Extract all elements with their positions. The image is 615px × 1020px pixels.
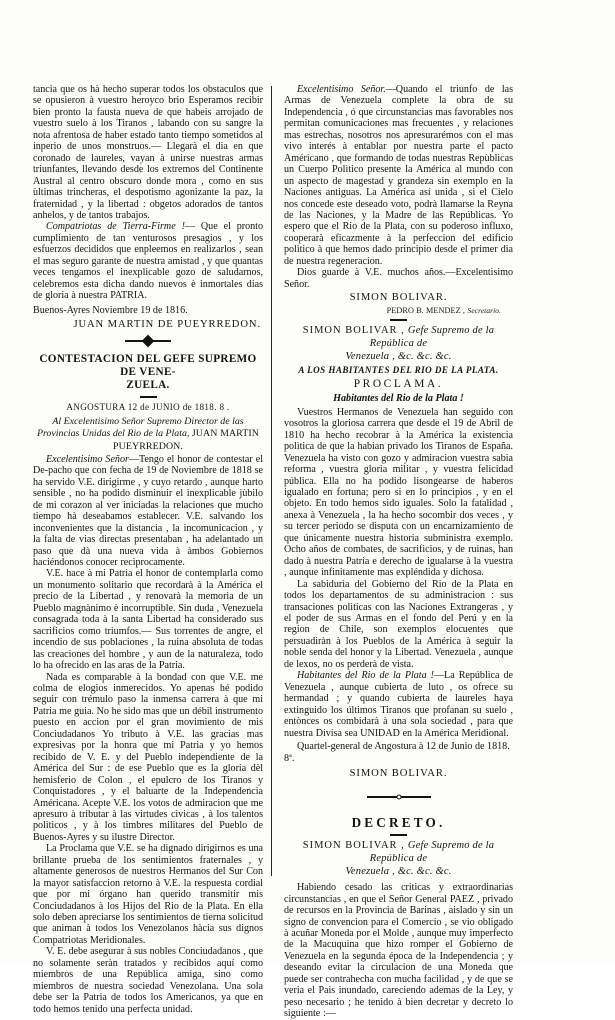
dateline-buenos-ayres: Buenos-Ayres Noviembre 19 de 1816. bbox=[33, 304, 188, 316]
salutation-habitantes: Habitantes del Rio de la Plata ! bbox=[333, 393, 464, 405]
title-bolivar-role-1: Gefe Supremo de la República de bbox=[369, 325, 495, 350]
heading-a-los-habitantes: A LOS HABITANTES DEL RIO DE LA PLATA. bbox=[298, 365, 499, 376]
decreto-bolivar-role-1: Gefe Supremo de la República de bbox=[369, 840, 495, 865]
left-column bbox=[0, 84, 271, 1015]
paragraph-ve-debe-asegurar: V. E. debe asegurar à sus nobles Conciudadanos , que no solamente seràn tratados y recibidos aquí como miembros de una República amiga, sino como miembros de nuestra sociedad Venezolana. Una sola debe ser la Patria de todos los Americanos, ya que en todo hemos tenido una perfecta unidad. bbox=[33, 946, 263, 1015]
paragraph-dios-guarde: Dios guarde à V.E. muchos años.—Excelentìsimo Señor. bbox=[284, 267, 513, 290]
inline-lead-excelentisimo: Excelentisimo Señor bbox=[46, 453, 129, 465]
two-column-layout bbox=[0, 84, 615, 1020]
addressee-line2: Unidas del Rio de la Plata, bbox=[81, 428, 190, 440]
paragraph-ve-hace: V.E. hace à mi Patria el honor de contemplarla como un monumento solitario que recordarà à la América el precio de la Libertad , y renovarà la memoria de un Pueblo magnànimo è incorruptible. Sin duda , Venezuela consagrada toda à la santa Libertad ha considerado sus sacrificios como triumfos.— Sus torrentes de angre, el incendio de sus poblaciones , la ruina absoluta de todas las creaciones del hombre , y aun de la naturaleza, todo lo ha ofrecido en las aras de la Patria. bbox=[33, 568, 263, 672]
section-title-line2: ZUELA. bbox=[126, 379, 170, 392]
angostura-dateline: ANGOSTURA 12 de JUNIO de 1818. 8 . bbox=[66, 402, 230, 413]
paragraph-la-sabiduria: La sabidurìa del Gobierno del Rio de la Plata en todos los departamentos de su administracion : sus transaciones polìticas con las Naciones Extrangeras , y el poder de sus Armas en el fondo del Perú y en la region de Chile, son exemplos elocuentes que persuadiràn à los Pueblos de la América à seguir la noble senda del honor y la Libertad. Venezuela , aunque de lexos, no os perderà de vista. bbox=[284, 578, 513, 670]
decreto-bolivar-name: SIMON BOLIVAR , bbox=[302, 840, 405, 852]
inline-lead-compatriotas: Compatriotas de Tierra-Firme ! bbox=[46, 221, 185, 233]
inline-lead-habitantes: Habitantes del Rio de la Plata ! bbox=[297, 670, 434, 682]
title-bolivar-name: SIMON BOLIVAR , bbox=[302, 325, 405, 337]
heading-proclama: PROCLAMA. bbox=[353, 378, 444, 391]
paragraph-quando-el-triunfo bbox=[284, 84, 513, 267]
addressee-block bbox=[33, 416, 263, 453]
secretary-name: PEDRO B. MENDEZ , bbox=[386, 306, 465, 316]
paragraph-tengo-el-honor bbox=[33, 454, 263, 569]
secretary-role: Secretario. bbox=[467, 306, 501, 316]
paragraph-tengo-el-honor-text: —Tengo el honor de contestar el De-pacho que con fecha de 19 de Noviembre de 1818 se ha servido V.E. dirigirme , y cuyo retardo , aunque harto sensible , no ha podido disminuir el inexplicable jùbilo de mi corazon al ver iniciadas la relaciones que mucho tiempo hà deseabamos establecer. V.E. salvando los inconvenientes que la distancia , la incomunicacion , y la falta de vias directas presentaban , ha adelantado un paso que dà una nueva vida à àmbos Gobiernos haciéndonos conocer recìprocamente. bbox=[33, 453, 264, 568]
addressee-name: JUAN MARTIN PUEYRREDON. bbox=[113, 428, 260, 452]
signature-pueyrredon: JUAN MARTIN DE PUEYRREDON. bbox=[73, 318, 261, 330]
paragraph-nada-es-comparable: Nada es comparable à la bondad con que V.E. me colma de elogios inmerecidos. Yo apenas hé podido seguir con trémulo paso la inmensa carrera à que mi Patria me guia. No he sido mas que un débil instrumento puesto en accion por el gran movimiento de mis Conciudadanos Yo tributo à V.E. las gracias mas expresivas por la honra que mi Patria y yo hemos recibido de V. E. y del Pueblo independiente de la América del Sur : de ese Pueblo que es la gloria dèl hemisferio de Colon , el epulcro de los Tiranos y Conquistadores , y el baluarte de la Independencia Américana. Acepte V.E. los votos de admiracion que me apresuro à tributar à las virtudes cìvicas , à los talentos polìticos , y à los timbres militares del Pueblo de Buenos-Ayres y su ilustre Director. bbox=[33, 671, 263, 843]
secretary-line bbox=[284, 305, 513, 316]
heading-decreto: DECRETO. bbox=[351, 814, 446, 830]
paragraph-compatriotas-text: — Que el pronto cumplimiento de tan venturosos presagios , y los esfuerzos decididos que enpleemos en realizarlos , sean el mas seguro garante de nuestra amistad , y que quantas veces tengamos el inexplicable gozo de saludarnos, celebremos esta dicha dando nuevos è inmortales dias de gloria à nuestra PATRIA. bbox=[33, 221, 263, 302]
paragraph-compatriotas bbox=[33, 221, 263, 301]
right-column bbox=[272, 84, 543, 1020]
signature-bolivar-2: SIMON BOLIVAR. bbox=[349, 767, 448, 779]
title-bolivar-role-2: Venezuela , &c. &c. &c. bbox=[345, 351, 452, 363]
title-bolivar-republica bbox=[284, 324, 513, 363]
decreto-title-bolivar bbox=[284, 839, 513, 878]
decreto-bolivar-role-2: Venezuela , &c. &c. &c. bbox=[345, 866, 452, 878]
paragraph-habitantes-republica bbox=[284, 670, 513, 739]
paragraph-vuestros-hermanos: Vuestros Hermanos de Venezuela han seguido con vosotros la gloriosa carrera que desde el 19 de Abril de 1810 ha hecho recobrar à la América la existencia polìtica de que la habian privado los Tiranos de España. Venezuela ha visto con gozo y admiracion vuestra sabia reforma , vuestra gloria militar , y vuestra felicidad pública. Ella no ha podido lisongearse de haberos igualado en fortuna; pero si en lo principios , y en el objeto. En todo hemos sido iguales. Solo la fatalidad , anexa à Venezuela , la ha hecho socombir dos veces , y su tercer periodo se disputa con un encarnizamiento de que únicamente nuestra historia subministra exemplo. Ocho años de combates, de sacrificios, y de ruinas, han dado à nuestra Patria e derecho de igualarse à la vuestra , aunque infinitamente mas expléndida y dichosa. bbox=[284, 406, 513, 579]
paragraph-quando-el-triunfo-text: —Quando el triunfo de las Armas de Venezuela complete la obra de su Independencia , ó que circunstancias mas favorables nos permitan comunicaciones mas frecuentes , y relaciones mas estrechas, nosotros nos apresurarémos con el mas vivo interés à entablar por nuestra parte el pacto Américano , que formando de todas nuestras Repùblicas un Cuerpo Polìtico presente la América al mundo con un aspecto de magestad y grandeza sin exemplo en la Naciones antiguas. La América así unida , si el Cielo nos concede este deseado voto, podrà llamarse la Reyna de las Naciones, y la Madre de las Repúblicas. Yo espero que el Rio de la Plata, con su poderoso influxo, cooperarà eficazmente à la perfeccion del edificio polìtico à que hemos dado principio desde el primer dia de nuestra regeneracion. bbox=[284, 84, 513, 267]
paragraph-habitantes-republica-text: —La República de Venezuela , aunque cubierta de luto , os ofrece su hermandad ; y quando cubierta de laureles haya extinguido los últimos Tiranos que profanan su suelo , entònces os combidarà à una sola sociedad , para que nuestra Divisa sea UNIDAD en la América Meridional. bbox=[284, 670, 513, 739]
short-rule-divider bbox=[140, 396, 157, 398]
section-title-contestacion bbox=[33, 353, 263, 393]
circle-ornament-icon bbox=[284, 786, 513, 808]
signature-bolivar-1: SIMON BOLIVAR. bbox=[349, 292, 448, 304]
short-rule-divider-2 bbox=[390, 319, 407, 321]
paragraph-habiendo-cesado: Habiendo cesado las criticas y extraordinarias circunstancias , en que el Señor General PAEZ , privado de recursos en la Provincia de Barinas , aislado y sin un signo de convencion para el Comercio , se vio obligado à acuñar Moneda por el Molde , aunque muy imperfecto de la Macuquina que hizo romper el Gobierno de Venezuela en la segunda época de la Independencia ; y deseando evitar la circulacion de una Moneda que puede ser contrahecha con mucha facilidad , y de que se veria el Pais inundado, careciendo ademas de la Ley, y peso necesario ; he tenido à bien decretar y decreto lo siguiente :— bbox=[284, 882, 513, 1020]
diamond-ornament-icon bbox=[33, 333, 263, 349]
quartel-general-dateline: Quartel-general de Angostura à 12 de Junio de 1818. 8ª. bbox=[284, 740, 510, 765]
paragraph-continuation: tancia que os hà hecho superar todos los obstaculos que se opusieron à vuestro heroyco brio Esperamos recibir bien pronto la fausta nueva de que habeis arrojado de vuestro suelo à los Tiranos , labando con su sangre la nota afrentosa de haber estado tanto tiempo sometidos al inperio de unos monstruos.— Llegarà el dia en que coronado de laureles, vayan à unirse nuestras armas triunfantes, llevando desde los extremos del Continente Austral al centro obscuro donde mora , como en sus ùltimas trincheras, el despotismo agonizante la paz, la fraternidad , y la libertad : obgetos adorados de tantos anhelos, y de tantos trabajos. bbox=[33, 84, 263, 221]
section-title-line1: CONTESTACION DEL GEFE SUPREMO DE VENE- bbox=[39, 352, 257, 379]
paragraph-la-proclama: La Proclama que V.E. se ha dignado dirigirnos es una brillante prueba de los sentimientos fraternales , y altamente generosos de nuestros Hermanos del Sur Con la mayor satisfaccion retorno à V.E. la respuesta cordial que por mi órgano han querido transmitir mis Conciudadanos à los Hijos del Rio de la Plata. En ella solo deben apreciarse los sentimientos de tierna solicitud que animan à todos los Venezolanos hàcia sus dignos Compatriotas Meridionales. bbox=[33, 843, 263, 946]
inline-lead-excelentisimo-2: Excelentisimo Señor. bbox=[297, 84, 386, 95]
addressee-line1: Al Excelentisimo Señor Supremo Director de las Provincias bbox=[36, 416, 244, 440]
short-rule-divider-3 bbox=[390, 834, 407, 836]
